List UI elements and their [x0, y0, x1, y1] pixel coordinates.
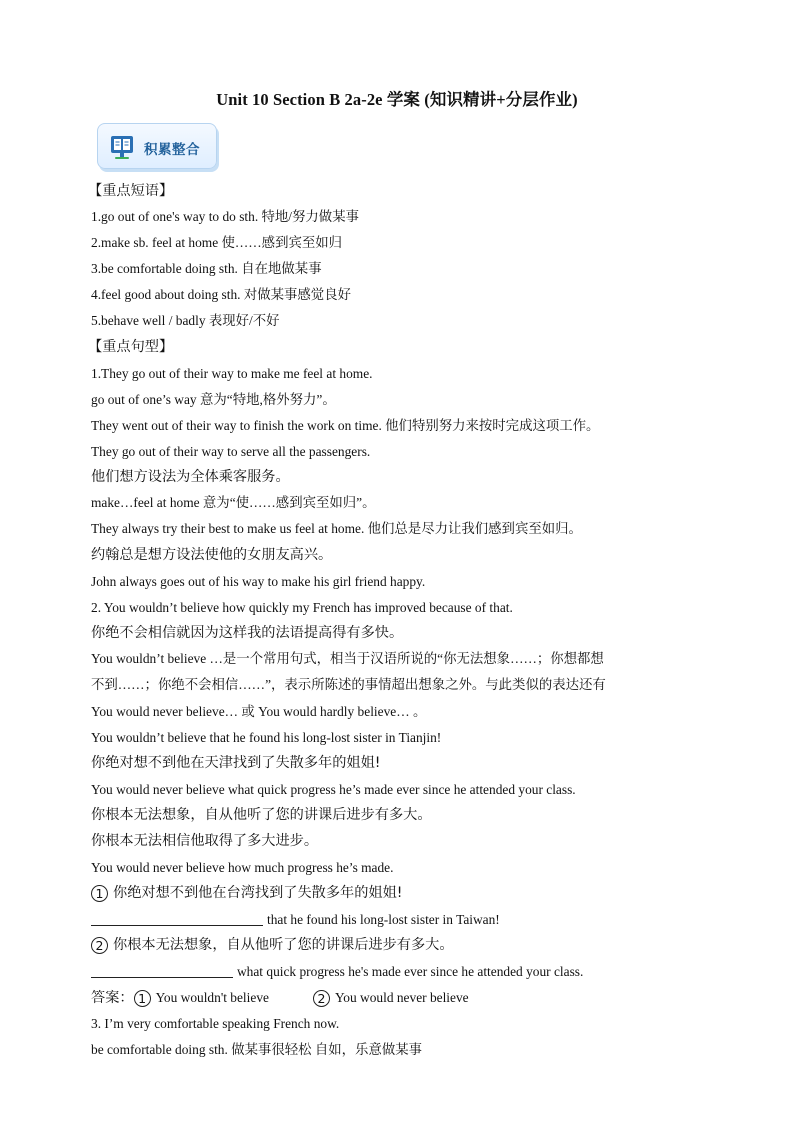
phrase-item: 1.go out of one's way to do sth. 特地/努力做某事: [91, 209, 359, 224]
answer-label: 答案：: [91, 990, 134, 1006]
sentence-line: 你根本无法相信他取得了多大进步。: [91, 833, 319, 849]
answer-blank[interactable]: [91, 911, 263, 926]
phrases-heading: 【重点短语】: [88, 183, 174, 199]
sentence-line: go out of one’s way 意为“特地,格外努力”。: [91, 392, 336, 407]
sentence-line: 3. I’m very comfortable speaking French now.: [91, 1016, 340, 1031]
question-text: 你根本无法想象，自从他听了您的讲课后进步有多大。: [113, 937, 454, 953]
phrase-item: 5.behave well / badly 表现好/不好: [91, 313, 280, 328]
fill-text: what quick progress he's made ever since he attended your class.: [237, 964, 584, 979]
exercise-fill-2: [91, 963, 583, 981]
circled-number: 1: [134, 990, 151, 1007]
circled-number: 2: [313, 990, 330, 1007]
sentence-line: 不到……；你绝不会相信……”，表示所陈述的事情超出想象之外。与此类似的表达还有: [91, 677, 606, 692]
sentence-line: You would never believe how much progress he’s made.: [91, 860, 394, 875]
sentence-line: 你绝不会相信就因为这样我的法语提高得有多快。: [91, 625, 404, 641]
sentence-line: They went out of their way to finish the work on time. 他们特别努力来按时完成这项工作。: [91, 418, 600, 433]
sentence-line: 1.They go out of their way to make me feel at home.: [91, 366, 373, 381]
sentence-line: You would never believe what quick progress he’s made ever since he attended your class.: [91, 782, 576, 797]
section-banner: [95, 121, 221, 171]
sentences-heading: 【重点句型】: [88, 339, 174, 355]
sentence-line: They go out of their way to serve all the passengers.: [91, 444, 371, 459]
phrase-item: 4.feel good about doing sth. 对做某事感觉良好: [91, 287, 351, 302]
sentence-line: 2. You wouldn’t believe how quickly my French has improved because of that.: [91, 600, 513, 615]
sentence-line: John always goes out of his way to make his girl friend happy.: [91, 574, 426, 589]
sentence-line: be comfortable doing sth. 做某事很轻松 自如，乐意做某事: [91, 1042, 423, 1057]
answer-line: [91, 989, 469, 1007]
sentence-line: They always try their best to make us feel at home. 他们总是尽力让我们感到宾至如归。: [91, 521, 582, 536]
sentence-line: You would never believe… 或 You would hardly believe… 。: [91, 704, 427, 719]
exercise-fill-1: [91, 911, 500, 929]
fill-text: that he found his long-lost sister in Taiwan!: [267, 912, 500, 927]
phrase-item: 3.be comfortable doing sth. 自在地做某事: [91, 261, 322, 276]
answer-2: You would never believe: [334, 990, 469, 1005]
sentence-line: You wouldn’t believe …是一个常用句式，相当于汉语所说的“你无法想象……；你想都想: [91, 651, 604, 666]
answer-blank[interactable]: [91, 963, 233, 978]
circled-number: 1: [91, 885, 108, 902]
book-stand-icon: [108, 133, 136, 161]
phrase-item: 2.make sb. feel at home 使……感到宾至如归: [91, 235, 343, 250]
sentence-line: 你根本无法想象，自从他听了您的讲课后进步有多大。: [91, 807, 432, 823]
sentence-line: 约翰总是想方设法使他的女朋友高兴。: [91, 547, 333, 563]
exercise-question-1: [91, 884, 402, 902]
banner-box: [97, 123, 217, 169]
sentence-line: You wouldn’t believe that he found his long-lost sister in Tianjin!: [91, 730, 442, 745]
exercise-question-2: [91, 936, 454, 954]
page-title: Unit 10 Section B 2a-2e 学案 (知识精讲+分层作业): [216, 90, 578, 109]
banner-label: 积累整合: [144, 142, 200, 158]
sentence-line: make…feel at home 意为“使……感到宾至如归”。: [91, 495, 376, 510]
question-text: 你绝对想不到他在台湾找到了失散多年的姐姐!: [113, 885, 403, 901]
sentence-line: 你绝对想不到他在天津找到了失散多年的姐姐!: [91, 755, 381, 771]
answer-1: You wouldn't believe: [155, 990, 269, 1005]
sentence-line: 他们想方设法为全体乘客服务。: [91, 469, 290, 485]
circled-number: 2: [91, 937, 108, 954]
